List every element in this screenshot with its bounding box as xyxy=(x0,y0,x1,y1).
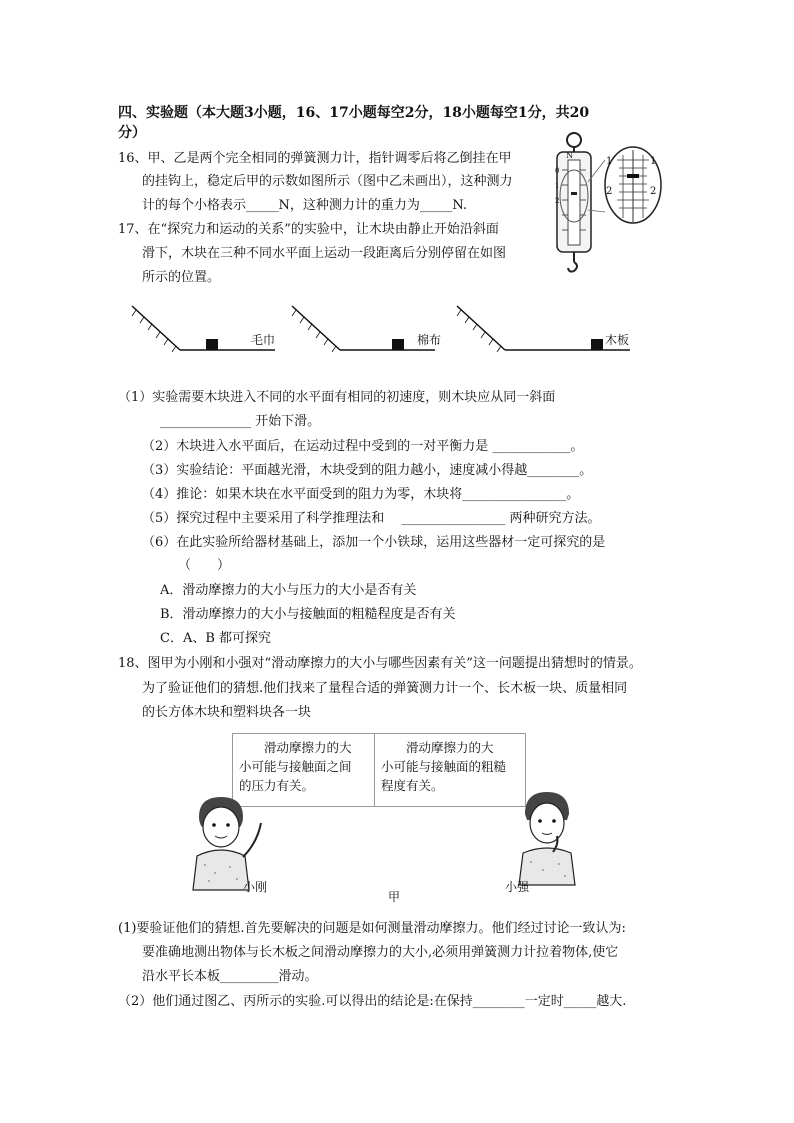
q17-p4: （4）推论：如果木块在水平面受到的阻力为零，木块将________________。 xyxy=(142,487,580,502)
boy-xiaoqiang-illustration xyxy=(513,790,583,885)
surface-label-towel: 毛巾 xyxy=(251,333,276,347)
q17-p1a: （1）实验需要木块进入不同的水平面有相同的初速度，则木块应从同一斜面 xyxy=(118,390,556,405)
name-label-xiaoqiang: 小强 xyxy=(505,880,530,894)
name-label-xiaogang: 小刚 xyxy=(243,880,268,894)
q16-line1: 16、甲、乙是两个完全相同的弹簧测力计，指针调零后将乙倒挂在甲 xyxy=(118,151,512,166)
surface-label-cotton: 棉布 xyxy=(417,333,442,347)
section-title-line1: 四、实验题（本大题3小题，16、17小题每空2分，18小题每空1分，共20 xyxy=(118,105,590,121)
q17-line3: 所示的位置。 xyxy=(142,270,221,285)
scale-label-0: 0 xyxy=(555,167,560,175)
q18-p2: （2）他们通过图乙、丙所示的实验.可以得出的结论是:在保持________一定时_____越大. xyxy=(118,994,627,1009)
q17-line2: 滑下，木块在三种不同水平面上运动一段距离后分别停留在如图 xyxy=(142,246,507,261)
q18-p1b: 要准确地测出物体与长木板之间滑动摩擦力的大小,必须用弹簧测力计拉着物体,使它 xyxy=(142,945,619,960)
q16-line2: 的挂钩上，稳定后甲的示数如图所示（图中乙未画出），这种测力 xyxy=(142,174,513,189)
q18-line1: 18、图甲为小刚和小强对“滑动摩擦力的大小与哪些因素有关”这一问题提出猜想时的情景。 xyxy=(118,656,642,671)
q17-p3: （3）实验结论：平面越光滑，木块受到的阻力越小，速度减小得越________。 xyxy=(142,463,593,478)
q17-p5: （5）探究过程中主要采用了科学推理法和 ________________ 两种研究方法。 xyxy=(142,511,601,526)
scale-label-n: N xyxy=(566,151,573,160)
speech-bubble-left: 滑动摩擦力的大 小可能与接触面之间 的压力有关。 xyxy=(232,733,376,807)
q17-option-b: B．滑动摩擦力的大小与接触面的粗糙程度是否有关 xyxy=(160,607,456,622)
q17-option-a: A．滑动摩擦力的大小与压力的大小是否有关 xyxy=(160,583,417,598)
speech-bubble-right: 滑动摩擦力的大 小可能与接触面的粗糙 程度有关。 xyxy=(374,733,526,807)
q17-p6: （6）在此实验所给器材基础上，添加一个小铁球，运用这些器材一定可探究的是 xyxy=(142,535,606,550)
section-title-line2: 分） xyxy=(118,125,146,141)
scale-label-1: 1 xyxy=(555,182,560,190)
zoom-label-left-2: 2 xyxy=(606,186,613,197)
q17-p2: （2）木块进入水平面后，在运动过程中受到的一对平衡力是 ____________。 xyxy=(142,439,584,454)
scale-label-2: 2 xyxy=(555,197,560,205)
zoom-label-right-2: 2 xyxy=(650,186,657,197)
q18-line3: 的长方体木块和塑料块各一块 xyxy=(142,705,312,720)
q18-p1a: (1)要验证他们的猜想.首先要解决的问题是如何测量滑动摩擦力。他们经过讨论一致认为: xyxy=(118,921,626,936)
q17-p1b: ______________ 开始下滑。 xyxy=(160,414,321,429)
q17-option-c: C．A、B 都可探究 xyxy=(160,631,272,646)
zoom-label-left-1: 1 xyxy=(606,156,613,167)
zoom-label-right-1: 1 xyxy=(650,156,657,167)
q17-line1: 17、在“探究力和运动的关系”的实验中，让木块由静止开始沿斜面 xyxy=(118,222,499,237)
boy-xiaogang-illustration xyxy=(185,795,265,890)
q17-p6-paren: （ ） xyxy=(178,558,231,573)
spring-scale-figure xyxy=(545,130,665,280)
surface-label-wood: 木板 xyxy=(605,333,630,347)
q16-line3: 计的每个小格表示_____N，这种测力计的重力为_____N. xyxy=(142,198,468,213)
q18-line2: 为了验证他们的猜想.他们找来了量程合适的弹簧测力计一个、长木板一块、质量相同 xyxy=(142,681,628,696)
q18-p1c: 沿水平长本板_________滑动。 xyxy=(142,969,318,984)
figure-label-jia: 甲 xyxy=(388,890,401,904)
